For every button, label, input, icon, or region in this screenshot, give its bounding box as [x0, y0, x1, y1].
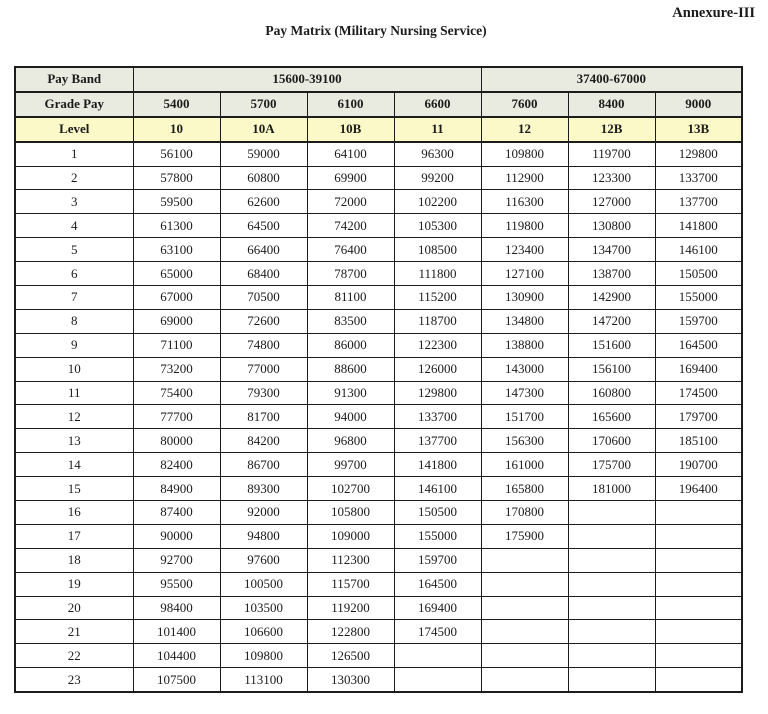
pay-band-range-2: 37400-67000 — [481, 67, 742, 92]
pay-value-cell — [568, 668, 655, 692]
pay-value-cell — [481, 572, 568, 596]
pay-value-cell: 77700 — [133, 405, 220, 429]
page-title: Pay Matrix (Military Nursing Service) — [265, 23, 487, 38]
pay-value-cell — [394, 668, 481, 692]
pay-value-cell: 96300 — [394, 142, 481, 166]
pay-matrix-body — [15, 142, 742, 692]
pay-value-cell: 179700 — [655, 405, 742, 429]
pay-value-cell: 190700 — [655, 453, 742, 477]
pay-value-cell: 92000 — [220, 501, 307, 525]
pay-value-cell: 185100 — [655, 429, 742, 453]
table-row — [15, 429, 742, 453]
pay-value-cell — [568, 548, 655, 572]
pay-value-cell: 83500 — [307, 309, 394, 333]
pay-value-cell: 74200 — [307, 214, 394, 238]
pay-value-cell — [394, 644, 481, 668]
pay-value-cell: 150500 — [394, 501, 481, 525]
pay-value-cell: 161000 — [481, 453, 568, 477]
table-row — [15, 524, 742, 548]
pay-value-cell — [568, 572, 655, 596]
pay-value-cell: 159700 — [394, 548, 481, 572]
grade-pay-value: 6100 — [307, 92, 394, 117]
pay-value-cell: 159700 — [655, 309, 742, 333]
row-index-cell: 4 — [15, 214, 133, 238]
pay-value-cell: 112900 — [481, 166, 568, 190]
pay-value-cell: 130900 — [481, 286, 568, 310]
pay-value-cell: 84200 — [220, 429, 307, 453]
table-row — [15, 644, 742, 668]
pay-value-cell — [655, 620, 742, 644]
table-row — [15, 309, 742, 333]
pay-value-cell: 169400 — [394, 596, 481, 620]
pay-value-cell: 129800 — [655, 142, 742, 166]
pay-value-cell: 67000 — [133, 286, 220, 310]
pay-value-cell: 147200 — [568, 309, 655, 333]
pay-value-cell: 72000 — [307, 190, 394, 214]
table-row — [15, 262, 742, 286]
pay-value-cell: 196400 — [655, 477, 742, 501]
row-index-cell: 13 — [15, 429, 133, 453]
pay-value-cell: 123400 — [481, 238, 568, 262]
pay-value-cell — [481, 668, 568, 692]
table-row — [15, 572, 742, 596]
pay-value-cell: 181000 — [568, 477, 655, 501]
pay-value-cell: 64100 — [307, 142, 394, 166]
pay-value-cell: 92700 — [133, 548, 220, 572]
row-index-cell: 10 — [15, 357, 133, 381]
pay-value-cell: 147300 — [481, 381, 568, 405]
pay-value-cell: 127000 — [568, 190, 655, 214]
pay-value-cell: 129800 — [394, 381, 481, 405]
pay-value-cell — [655, 644, 742, 668]
pay-value-cell: 104400 — [133, 644, 220, 668]
pay-value-cell: 164500 — [655, 333, 742, 357]
level-value: 10B — [307, 117, 394, 142]
pay-value-cell: 75400 — [133, 381, 220, 405]
table-row — [15, 405, 742, 429]
pay-value-cell — [568, 501, 655, 525]
pay-value-cell: 105800 — [307, 501, 394, 525]
grade-pay-value: 6600 — [394, 92, 481, 117]
pay-value-cell: 126500 — [307, 644, 394, 668]
grade-pay-value: 7600 — [481, 92, 568, 117]
pay-value-cell: 127100 — [481, 262, 568, 286]
pay-value-cell: 102700 — [307, 477, 394, 501]
pay-value-cell — [481, 644, 568, 668]
grade-pay-row — [15, 92, 742, 117]
pay-value-cell: 87400 — [133, 501, 220, 525]
pay-band-row — [15, 67, 742, 92]
pay-value-cell — [655, 596, 742, 620]
pay-value-cell: 71100 — [133, 333, 220, 357]
level-value: 10 — [133, 117, 220, 142]
pay-value-cell: 72600 — [220, 309, 307, 333]
table-row — [15, 214, 742, 238]
pay-value-cell: 99200 — [394, 166, 481, 190]
pay-value-cell: 116300 — [481, 190, 568, 214]
pay-value-cell: 165800 — [481, 477, 568, 501]
pay-value-cell: 175700 — [568, 453, 655, 477]
pay-value-cell: 107500 — [133, 668, 220, 692]
grade-pay-value: 8400 — [568, 92, 655, 117]
pay-value-cell: 74800 — [220, 333, 307, 357]
pay-value-cell: 70500 — [220, 286, 307, 310]
pay-value-cell — [481, 548, 568, 572]
pay-value-cell — [481, 596, 568, 620]
pay-value-cell: 130300 — [307, 668, 394, 692]
row-index-cell: 1 — [15, 142, 133, 166]
row-index-cell: 2 — [15, 166, 133, 190]
row-index-cell: 5 — [15, 238, 133, 262]
pay-value-cell: 123300 — [568, 166, 655, 190]
level-value: 12B — [568, 117, 655, 142]
pay-value-cell: 89300 — [220, 477, 307, 501]
table-row — [15, 596, 742, 620]
pay-value-cell: 165600 — [568, 405, 655, 429]
pay-value-cell: 174500 — [394, 620, 481, 644]
pay-value-cell: 57800 — [133, 166, 220, 190]
pay-value-cell: 111800 — [394, 262, 481, 286]
pay-value-cell: 112300 — [307, 548, 394, 572]
pay-value-cell: 109000 — [307, 524, 394, 548]
pay-value-cell: 122800 — [307, 620, 394, 644]
pay-value-cell: 115200 — [394, 286, 481, 310]
pay-value-cell: 59500 — [133, 190, 220, 214]
row-index-cell: 7 — [15, 286, 133, 310]
row-index-cell: 14 — [15, 453, 133, 477]
pay-value-cell: 96800 — [307, 429, 394, 453]
pay-value-cell: 160800 — [568, 381, 655, 405]
pay-value-cell: 65000 — [133, 262, 220, 286]
pay-value-cell: 133700 — [394, 405, 481, 429]
pay-band-label: Pay Band — [15, 67, 133, 92]
pay-value-cell — [481, 620, 568, 644]
pay-value-cell: 151600 — [568, 333, 655, 357]
row-index-cell: 20 — [15, 596, 133, 620]
pay-value-cell: 146100 — [394, 477, 481, 501]
grade-pay-value: 5700 — [220, 92, 307, 117]
row-index-cell: 3 — [15, 190, 133, 214]
pay-value-cell: 137700 — [655, 190, 742, 214]
row-index-cell: 17 — [15, 524, 133, 548]
table-row — [15, 668, 742, 692]
pay-value-cell — [655, 548, 742, 572]
row-index-cell: 19 — [15, 572, 133, 596]
pay-value-cell: 138700 — [568, 262, 655, 286]
pay-value-cell: 68400 — [220, 262, 307, 286]
pay-value-cell: 156300 — [481, 429, 568, 453]
pay-value-cell: 169400 — [655, 357, 742, 381]
pay-value-cell — [655, 572, 742, 596]
row-index-cell: 21 — [15, 620, 133, 644]
table-row — [15, 286, 742, 310]
pay-value-cell: 86700 — [220, 453, 307, 477]
row-index-cell: 11 — [15, 381, 133, 405]
pay-value-cell: 170800 — [481, 501, 568, 525]
pay-value-cell: 134700 — [568, 238, 655, 262]
table-row — [15, 453, 742, 477]
pay-value-cell: 115700 — [307, 572, 394, 596]
pay-value-cell: 64500 — [220, 214, 307, 238]
pay-value-cell: 106600 — [220, 620, 307, 644]
pay-value-cell: 79300 — [220, 381, 307, 405]
row-index-cell: 12 — [15, 405, 133, 429]
row-index-cell: 22 — [15, 644, 133, 668]
table-row — [15, 238, 742, 262]
pay-value-cell: 119800 — [481, 214, 568, 238]
pay-value-cell: 61300 — [133, 214, 220, 238]
row-index-cell: 15 — [15, 477, 133, 501]
pay-value-cell: 137700 — [394, 429, 481, 453]
table-row — [15, 142, 742, 166]
pay-value-cell: 141800 — [394, 453, 481, 477]
table-row — [15, 620, 742, 644]
level-value: 13B — [655, 117, 742, 142]
pay-value-cell: 98400 — [133, 596, 220, 620]
pay-value-cell: 97600 — [220, 548, 307, 572]
row-index-cell: 16 — [15, 501, 133, 525]
pay-value-cell: 119200 — [307, 596, 394, 620]
pay-value-cell — [655, 524, 742, 548]
level-value: 11 — [394, 117, 481, 142]
pay-value-cell: 164500 — [394, 572, 481, 596]
grade-pay-value: 5400 — [133, 92, 220, 117]
annexure-label: Annexure-III — [672, 5, 755, 21]
pay-value-cell: 91300 — [307, 381, 394, 405]
pay-value-cell: 108500 — [394, 238, 481, 262]
pay-value-cell — [655, 501, 742, 525]
pay-value-cell: 122300 — [394, 333, 481, 357]
pay-value-cell: 88600 — [307, 357, 394, 381]
pay-value-cell: 105300 — [394, 214, 481, 238]
pay-value-cell — [568, 644, 655, 668]
pay-value-cell: 101400 — [133, 620, 220, 644]
table-row — [15, 190, 742, 214]
pay-value-cell: 86000 — [307, 333, 394, 357]
pay-matrix-table — [14, 66, 743, 693]
level-row — [15, 117, 742, 142]
pay-value-cell — [655, 668, 742, 692]
table-row — [15, 501, 742, 525]
pay-value-cell: 56100 — [133, 142, 220, 166]
pay-value-cell: 102200 — [394, 190, 481, 214]
pay-value-cell: 175900 — [481, 524, 568, 548]
table-row — [15, 477, 742, 501]
row-index-cell: 9 — [15, 333, 133, 357]
pay-value-cell: 143000 — [481, 357, 568, 381]
pay-value-cell: 77000 — [220, 357, 307, 381]
pay-value-cell: 80000 — [133, 429, 220, 453]
row-index-cell: 8 — [15, 309, 133, 333]
table-row — [15, 333, 742, 357]
table-row — [15, 166, 742, 190]
pay-value-cell: 60800 — [220, 166, 307, 190]
row-index-cell: 6 — [15, 262, 133, 286]
pay-value-cell: 109800 — [220, 644, 307, 668]
pay-value-cell: 174500 — [655, 381, 742, 405]
pay-value-cell: 130800 — [568, 214, 655, 238]
pay-value-cell: 69000 — [133, 309, 220, 333]
pay-value-cell: 90000 — [133, 524, 220, 548]
pay-value-cell: 82400 — [133, 453, 220, 477]
pay-value-cell: 138800 — [481, 333, 568, 357]
pay-value-cell: 109800 — [481, 142, 568, 166]
pay-value-cell: 119700 — [568, 142, 655, 166]
pay-value-cell: 84900 — [133, 477, 220, 501]
pay-value-cell: 126000 — [394, 357, 481, 381]
pay-value-cell: 141800 — [655, 214, 742, 238]
row-index-cell: 18 — [15, 548, 133, 572]
table-row — [15, 381, 742, 405]
pay-value-cell: 142900 — [568, 286, 655, 310]
pay-value-cell: 66400 — [220, 238, 307, 262]
pay-value-cell: 59000 — [220, 142, 307, 166]
pay-value-cell: 151700 — [481, 405, 568, 429]
pay-value-cell: 170600 — [568, 429, 655, 453]
pay-value-cell: 76400 — [307, 238, 394, 262]
pay-value-cell: 133700 — [655, 166, 742, 190]
pay-value-cell: 113100 — [220, 668, 307, 692]
pay-value-cell: 95500 — [133, 572, 220, 596]
pay-value-cell: 134800 — [481, 309, 568, 333]
level-value: 12 — [481, 117, 568, 142]
level-value: 10A — [220, 117, 307, 142]
pay-value-cell: 118700 — [394, 309, 481, 333]
pay-value-cell: 81100 — [307, 286, 394, 310]
grade-pay-value: 9000 — [655, 92, 742, 117]
pay-value-cell: 69900 — [307, 166, 394, 190]
pay-value-cell — [568, 596, 655, 620]
pay-value-cell: 146100 — [655, 238, 742, 262]
grade-pay-label: Grade Pay — [15, 92, 133, 117]
pay-value-cell: 94000 — [307, 405, 394, 429]
pay-value-cell — [568, 524, 655, 548]
pay-value-cell: 156100 — [568, 357, 655, 381]
pay-value-cell: 150500 — [655, 262, 742, 286]
pay-band-range-1: 15600-39100 — [133, 67, 481, 92]
row-index-cell: 23 — [15, 668, 133, 692]
pay-value-cell: 155000 — [655, 286, 742, 310]
pay-value-cell: 78700 — [307, 262, 394, 286]
pay-value-cell: 94800 — [220, 524, 307, 548]
level-label: Level — [15, 117, 133, 142]
table-row — [15, 357, 742, 381]
pay-value-cell: 62600 — [220, 190, 307, 214]
pay-value-cell: 63100 — [133, 238, 220, 262]
table-row — [15, 548, 742, 572]
pay-value-cell: 73200 — [133, 357, 220, 381]
pay-value-cell: 103500 — [220, 596, 307, 620]
pay-value-cell: 155000 — [394, 524, 481, 548]
pay-value-cell: 99700 — [307, 453, 394, 477]
pay-value-cell: 100500 — [220, 572, 307, 596]
pay-value-cell — [568, 620, 655, 644]
pay-value-cell: 81700 — [220, 405, 307, 429]
